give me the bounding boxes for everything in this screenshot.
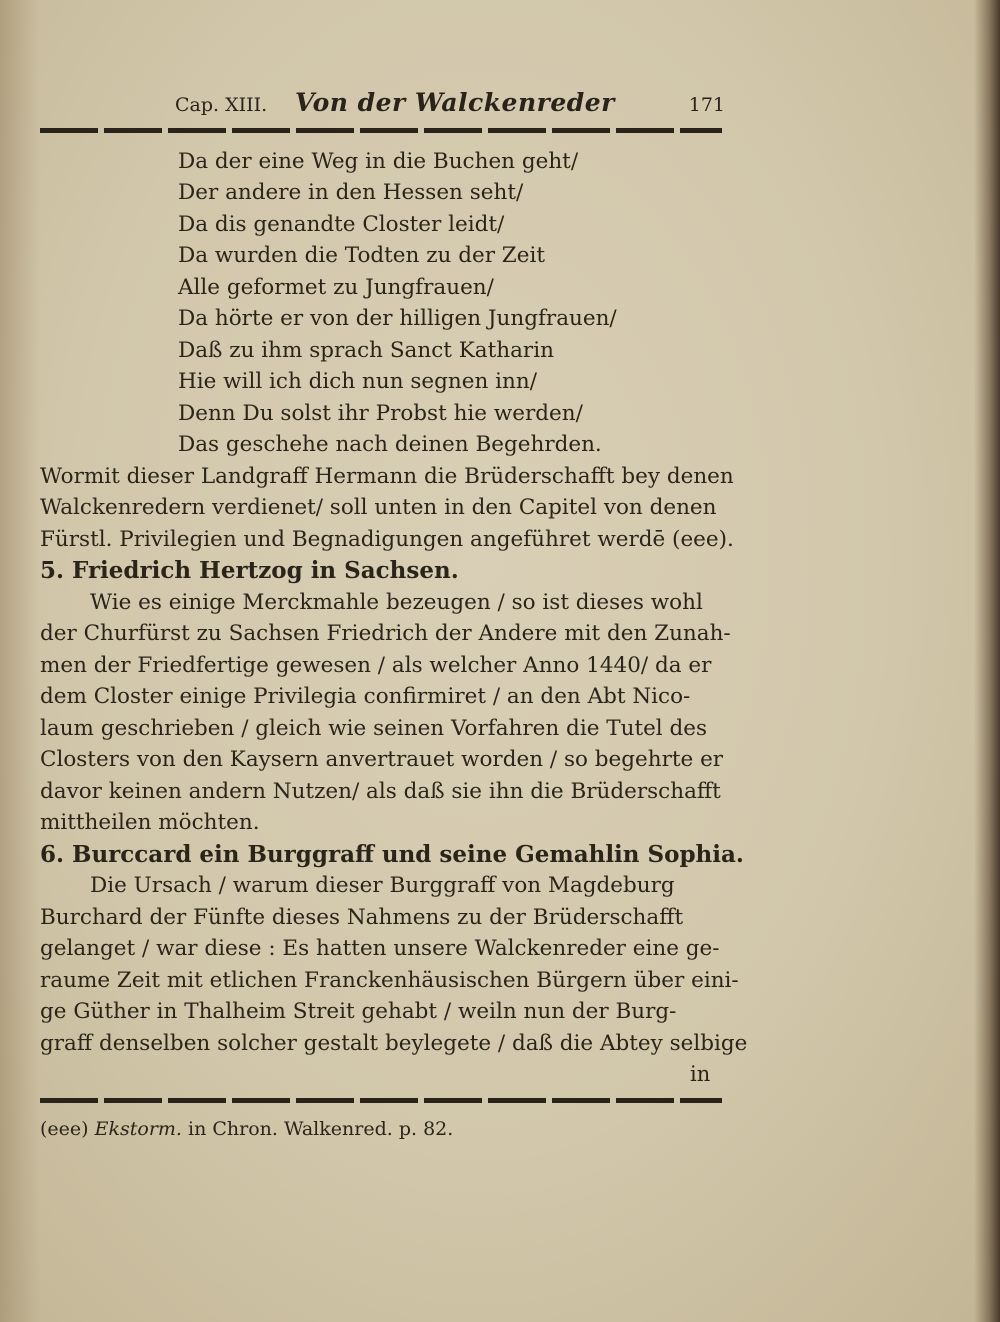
running-header	[175, 88, 725, 122]
verse-line: Alle geformet zu Jungfrauen/	[178, 275, 494, 300]
text-line: Walckenredern verdienet/ soll unten in den Capitel von denen	[40, 495, 717, 520]
text-line: Wie es einige Merckmahle bezeugen / so ist dieses wohl	[90, 590, 703, 615]
text-line: Wormit dieser Landgraff Hermann die Brüderschafft bey denen	[40, 464, 734, 489]
header-rule	[40, 128, 722, 133]
text-line: men der Friedfertige gewesen / als welcher Anno 1440/ da er	[40, 653, 712, 678]
verse-line: Hie will ich dich nun segnen inn/	[178, 369, 537, 394]
verse-line: Das geschehe nach deinen Begehrden.	[178, 432, 602, 457]
verse-line: Denn Du solst ihr Probst hie werden/	[178, 401, 583, 426]
text-line: graff denselben solcher gestalt beylegete / daß die Abtey selbige	[40, 1031, 748, 1056]
text-line: gelanget / war diese : Es hatten unsere Walckenreder eine ge-	[40, 936, 720, 961]
catchword: in	[690, 1062, 711, 1086]
section-heading: 6. Burccard ein Burggraff und seine Gemahlin Sophia.	[40, 841, 744, 868]
text-line: Burchard der Fünfte dieses Nahmens zu der Brüderschafft	[40, 905, 684, 930]
page-number: 171	[688, 94, 725, 116]
verse-line: Da der eine Weg in die Buchen geht/	[178, 149, 579, 174]
footnote-source: in Chron. Walkenred. p. 82.	[188, 1118, 454, 1140]
footnote-author: Ekstorm.	[94, 1118, 182, 1140]
binding-shadow	[974, 0, 1000, 1322]
verse-line: Der andere in den Hessen seht/	[178, 180, 524, 205]
running-title: Von der Walckenreder	[295, 88, 615, 117]
text-line: ge Güther in Thalheim Streit gehabt / weiln nun der Burg-	[40, 999, 677, 1024]
page-edge-stain	[0, 0, 40, 1322]
footnote-rule	[40, 1098, 722, 1103]
footnote	[40, 1118, 453, 1140]
text-line: raume Zeit mit etlichen Franckenhäusischen Bürgern über eini-	[40, 968, 739, 993]
footnote-marker: (eee)	[40, 1118, 89, 1140]
text-line: dem Closter einige Privilegia confirmiret / an den Abt Nico-	[40, 684, 691, 709]
verse-line: Daß zu ihm sprach Sanct Katharin	[178, 338, 554, 363]
verse-line: Da dis genandte Closter leidt/	[178, 212, 505, 237]
text-line: Fürstl. Privilegien und Begnadigungen angeführet werdē (eee).	[40, 527, 734, 552]
chapter-label: Cap. XIII.	[175, 94, 268, 116]
text-line: der Churfürst zu Sachsen Friedrich der Andere mit den Zunah-	[40, 621, 731, 646]
text-line: mittheilen möchten.	[40, 810, 260, 835]
text-line: Closters von den Kaysern anvertrauet worden / so begehrte er	[40, 747, 724, 772]
text-line: davor keinen andern Nutzen/ als daß sie ihn die Brüderschafft	[40, 779, 721, 804]
section-heading: 5. Friedrich Hertzog in Sachsen.	[40, 557, 459, 584]
verse-line: Da wurden die Todten zu der Zeit	[178, 243, 545, 268]
text-line: Die Ursach / warum dieser Burggraff von Magdeburg	[90, 873, 675, 898]
text-line: laum geschrieben / gleich wie seinen Vorfahren die Tutel des	[40, 716, 708, 741]
verse-line: Da hörte er von der hilligen Jungfrauen/	[178, 306, 617, 331]
